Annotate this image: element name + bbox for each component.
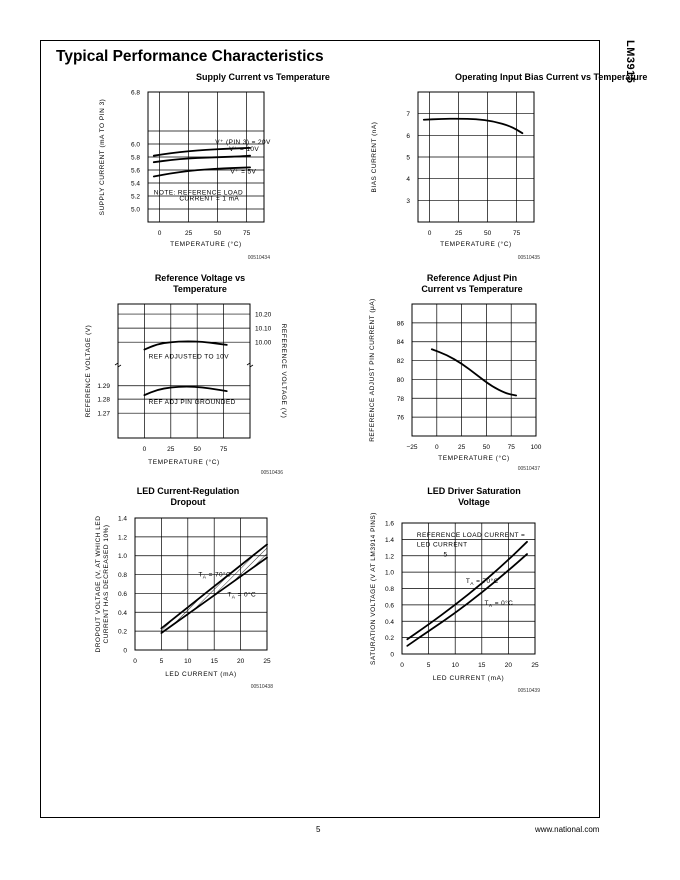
- x-tick-label: 0: [400, 662, 404, 669]
- y-tick-label: 84: [396, 339, 404, 347]
- annotation-label: V⁺ = 10V: [229, 146, 260, 154]
- chart-title: LED Current-Regulation: [136, 486, 240, 496]
- y-tick-label: 1.27: [97, 410, 110, 418]
- figure-code: 00510438: [250, 684, 273, 690]
- y-tick-label: 0.4: [384, 618, 394, 626]
- axis-break-mark: [115, 363, 121, 367]
- x-axis-label: LED CURRENT (mA): [165, 671, 237, 678]
- chart-title: Reference Voltage vs: [154, 273, 246, 283]
- x-tick-label: 50: [213, 230, 222, 237]
- x-axis-label: LED CURRENT (mA): [432, 675, 505, 682]
- right-y-axis-label: REFERENCE VOLTAGE (V): [280, 323, 287, 419]
- chart-title: Temperature: [173, 284, 227, 294]
- y-tick-label: 5.2: [130, 193, 140, 201]
- plot-frame: [118, 304, 250, 438]
- annotation-label: REF ADJUSTED TO 10V: [148, 353, 229, 361]
- annotation-label: CURRENT = 1 mA: [179, 195, 240, 203]
- chart-c4: [369, 273, 542, 472]
- x-tick-label: 0: [427, 230, 432, 237]
- figure-code: 00510436: [260, 470, 283, 476]
- plot-frame: [412, 304, 536, 436]
- x-tick-label: 20: [236, 658, 245, 665]
- y-tick-label: 1.6: [384, 520, 394, 528]
- y-tick-label: 0.4: [117, 609, 127, 617]
- x-tick-label: 100: [530, 444, 542, 451]
- x-axis-label: TEMPERATURE (°C): [440, 241, 512, 248]
- x-tick-label: 75: [512, 230, 521, 237]
- chart-c6: [370, 486, 540, 694]
- series-line-2: [144, 387, 226, 395]
- y-tick-label: 78: [396, 395, 404, 403]
- page-number: 5: [316, 825, 321, 834]
- y-tick-label: 0.8: [384, 586, 394, 593]
- annotation-label: $T_A = 70^\circ C$: [465, 577, 499, 587]
- y-tick-label: 5.0: [130, 206, 140, 214]
- x-tick-label: 10: [184, 658, 192, 665]
- chart-c2: [371, 72, 647, 261]
- chart-title: Operating Input Bias Current vs Temperature: [455, 72, 648, 82]
- x-tick-label: 5: [159, 658, 164, 665]
- x-tick-label: 25: [184, 230, 193, 237]
- part-number-label: LM3915: [624, 40, 636, 84]
- y-axis-label: DROPOUT VOLTAGE (V, AT WHICH LED: [95, 515, 102, 653]
- plot-frame: [135, 518, 267, 650]
- x-tick-label: 25: [457, 444, 466, 451]
- y-tick-label: 0: [123, 647, 127, 655]
- x-tick-label: 50: [193, 446, 201, 453]
- annotation-label: REFERENCE LOAD CURRENT =: [416, 531, 526, 539]
- y-tick-label: 82: [396, 358, 404, 366]
- y-tick-label: 5: [406, 154, 410, 162]
- y-tick-label: 86: [396, 320, 404, 328]
- x-tick-label: 20: [504, 662, 513, 669]
- figure-code: 00510439: [517, 688, 540, 694]
- y-tick-label: 0.6: [117, 590, 127, 598]
- figure-code: 00510435: [517, 255, 540, 261]
- y-axis-label: REFERENCE ADJUST PIN CURRENT (μA): [369, 298, 376, 442]
- y-tick-label: 1.4: [384, 536, 394, 544]
- x-tick-label: 0: [133, 658, 137, 665]
- y-tick-label: 4: [406, 176, 410, 184]
- chart-title: Supply Current vs Temperature: [196, 72, 330, 82]
- x-tick-label: 25: [263, 658, 271, 665]
- y-tick-label: 1.2: [384, 553, 394, 561]
- x-tick-label: 5: [426, 662, 431, 669]
- annotation-label: $T_A = 0^\circ C$: [227, 591, 257, 601]
- series-line-1: [432, 349, 516, 395]
- x-axis-label: TEMPERATURE (°C): [170, 241, 242, 248]
- axis-break-mark: [247, 363, 253, 367]
- page-title: Typical Performance Characteristics: [56, 48, 324, 65]
- right-y-tick-label: 10.20: [255, 311, 272, 319]
- y-tick-label: 0: [390, 651, 394, 659]
- chart-c3: [85, 273, 287, 476]
- y-tick-label: 0.8: [117, 572, 127, 580]
- y-axis-label: BIAS CURRENT (nA): [371, 121, 378, 193]
- x-axis-label: TEMPERATURE (°C): [438, 455, 510, 462]
- annotation-label: $T_A = 70^\circ C$: [198, 571, 232, 581]
- right-y-tick-label: 10.10: [255, 325, 272, 333]
- y-tick-label: 80: [396, 376, 404, 384]
- annotation-label: REF ADJ PIN GROUNDED: [148, 398, 236, 406]
- y-tick-label: 1.28: [97, 396, 110, 404]
- y-tick-label: 1.0: [117, 553, 127, 561]
- series-line-1: [407, 542, 527, 639]
- annotation-label: V⁺ = 5V: [230, 168, 257, 176]
- x-tick-label: 0: [434, 444, 439, 451]
- y-tick-label: 6.0: [130, 141, 140, 149]
- x-tick-label: 15: [210, 658, 218, 665]
- chart-title: Dropout: [170, 497, 206, 507]
- figure-code: 00510437: [517, 466, 540, 472]
- figure-code: 00510434: [247, 255, 270, 261]
- y-tick-label: 1.2: [117, 534, 127, 542]
- annotation-label: 5: [443, 551, 448, 559]
- y-axis-label: SATURATION VOLTAGE (V AT LM3914 PINS): [370, 512, 377, 665]
- chart-title: LED Driver Saturation: [427, 486, 521, 496]
- footer-url: www.national.com: [535, 825, 600, 834]
- x-tick-label: 25: [454, 230, 463, 237]
- y-tick-label: 5.4: [130, 180, 140, 188]
- chart-c5: [95, 486, 273, 690]
- x-tick-label: 15: [478, 662, 486, 669]
- x-tick-label: −25: [406, 444, 418, 451]
- y-axis-label: SUPPLY CURRENT (mA TO PIN 3): [99, 98, 106, 216]
- chart-title: Current vs Temperature: [421, 284, 523, 294]
- y-tick-label: 0.2: [117, 628, 127, 636]
- y-tick-label: 6: [406, 132, 410, 140]
- series-line-1: [144, 341, 226, 349]
- x-axis-label: TEMPERATURE (°C): [148, 459, 220, 466]
- y-axis-label: REFERENCE VOLTAGE (V): [85, 324, 92, 418]
- x-tick-label: 25: [531, 662, 539, 669]
- x-tick-label: 75: [242, 230, 251, 237]
- x-tick-label: 0: [157, 230, 162, 237]
- y-tick-label: 6.8: [130, 89, 140, 97]
- y-tick-label: 7: [406, 111, 410, 119]
- annotation-label: V⁺ (PIN 3) = 20V: [215, 139, 271, 146]
- y-tick-label: 1.29: [97, 383, 110, 391]
- y-tick-label: 5.8: [130, 154, 140, 162]
- y-tick-label: 76: [396, 414, 404, 422]
- x-tick-label: 10: [451, 662, 459, 669]
- y-tick-label: 1.0: [384, 569, 394, 577]
- annotation-label: NOTE: REFERENCE LOAD: [153, 189, 244, 197]
- x-tick-label: 75: [507, 444, 515, 451]
- series-line-1: [424, 119, 523, 133]
- x-tick-label: 75: [219, 446, 228, 453]
- annotation-label: $T_A = 0^\circ C$: [484, 599, 514, 609]
- x-tick-label: 50: [482, 444, 491, 451]
- y-axis-label: CURRENT HAS DECREASED 10%): [103, 524, 110, 644]
- y-tick-label: 5.6: [130, 167, 140, 175]
- y-tick-label: 0.6: [384, 602, 394, 610]
- chart-title: Voltage: [458, 497, 490, 507]
- x-tick-label: 50: [483, 230, 492, 237]
- chart-title: Reference Adjust Pin: [426, 273, 518, 283]
- y-tick-label: 1.4: [117, 515, 127, 523]
- y-tick-label: 0.2: [384, 635, 394, 643]
- y-tick-label: 3: [406, 197, 410, 205]
- right-y-tick-label: 10.00: [255, 339, 272, 347]
- x-tick-label: 25: [167, 446, 175, 453]
- annotation-label: LED CURRENT: [416, 541, 468, 549]
- x-tick-label: 0: [142, 446, 147, 453]
- chart-c1: [99, 72, 330, 261]
